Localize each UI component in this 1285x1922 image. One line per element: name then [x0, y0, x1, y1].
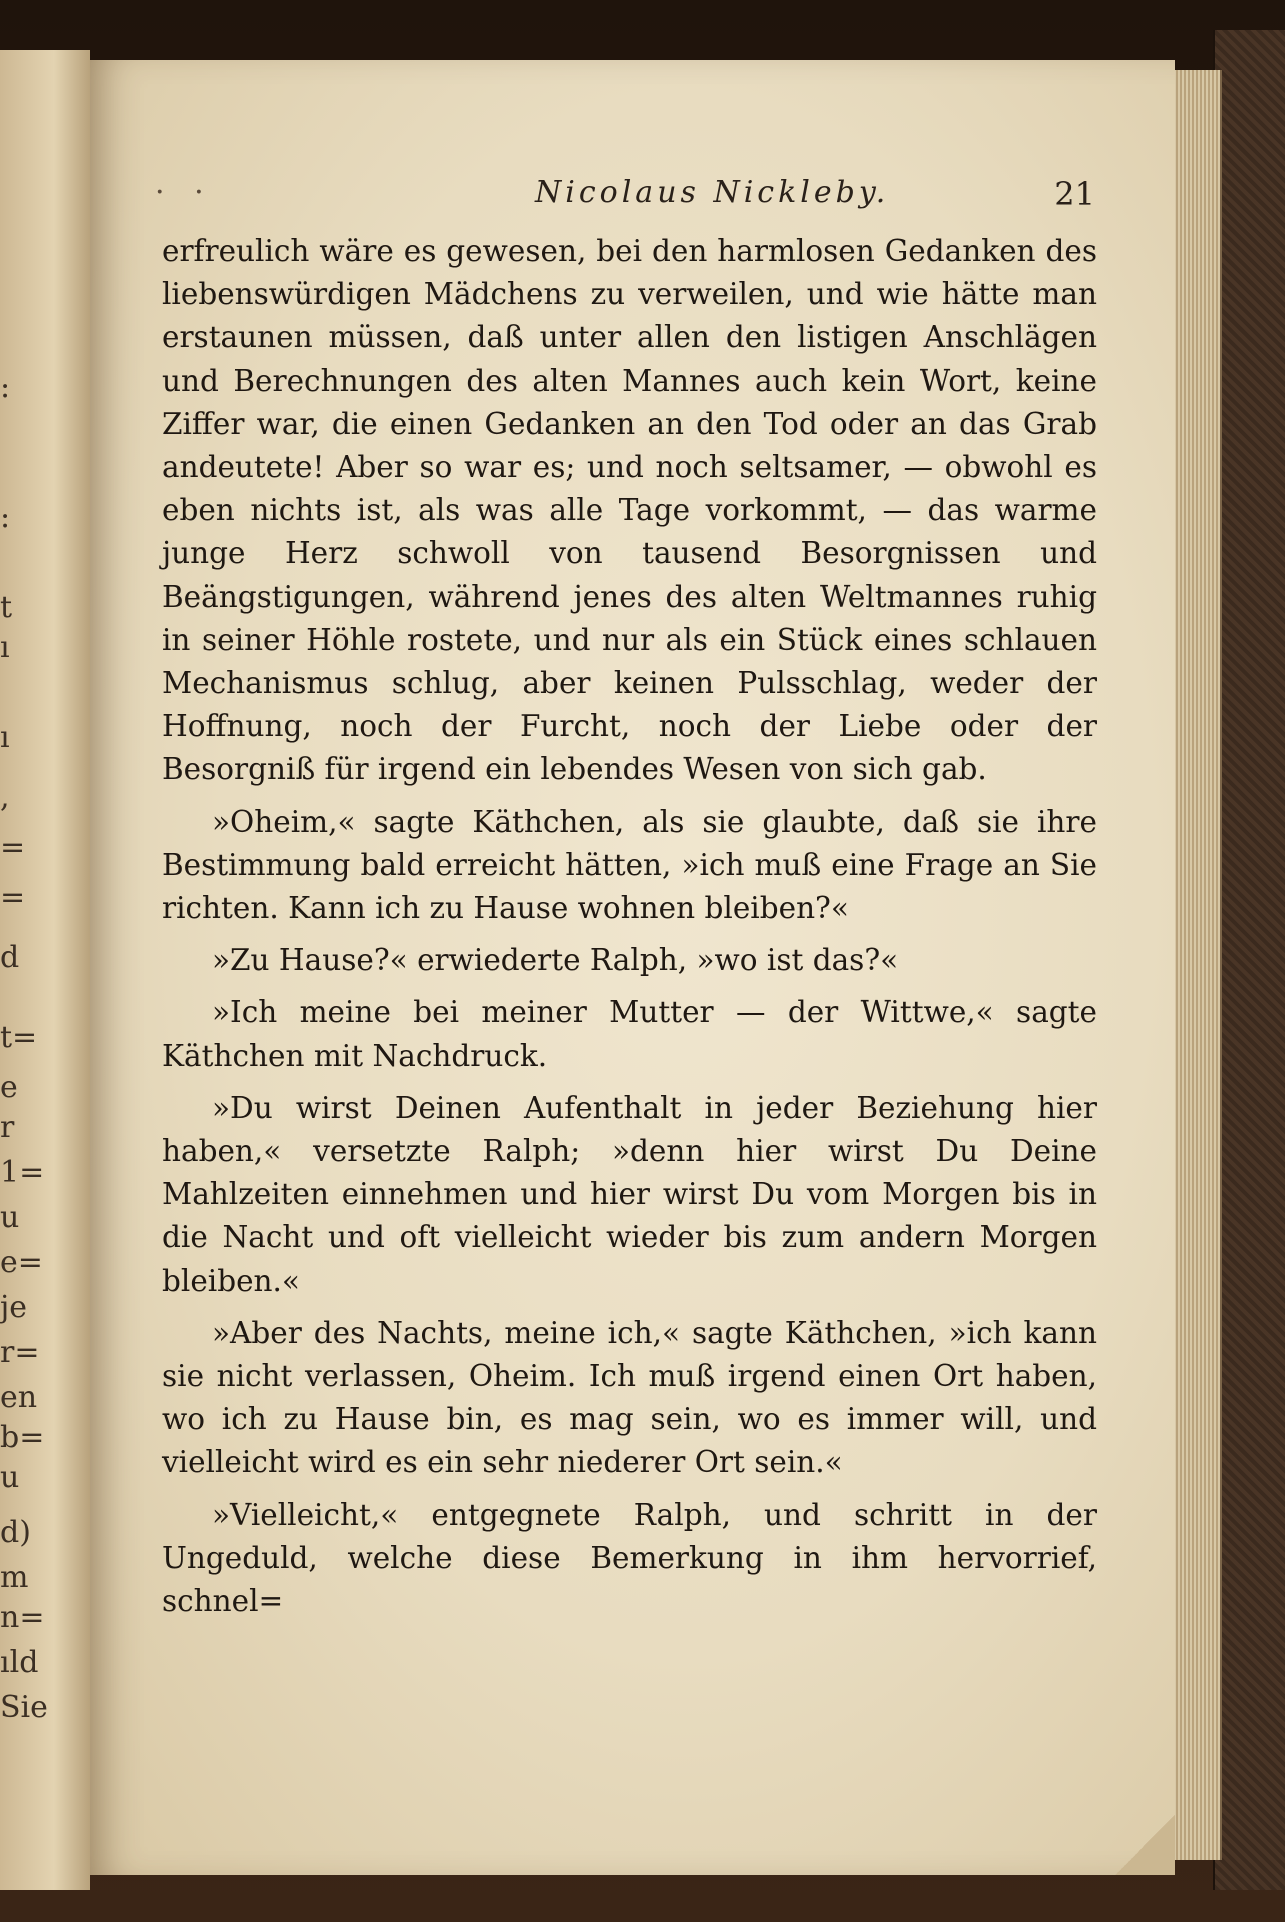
- paragraph: »Du wirst Deinen Aufenthalt in jeder Beziehung hier haben,« versetzte Ralph; »denn hier wirst Du Deine Mahlzeiten einnehmen und hier wirst Du vom Morgen bis in die Nacht und oft vielleicht wieder bis zum andern Morgen bleiben.«: [162, 1090, 1097, 1298]
- left-page-fragment: =: [0, 880, 26, 915]
- paragraph: »Zu Hause?« erwiederte Ralph, »wo ist das?«: [212, 943, 899, 978]
- left-page-fragment: d): [0, 1515, 31, 1550]
- left-page-fragment: 1=: [0, 1155, 45, 1190]
- left-page-fragment: je: [0, 1290, 28, 1325]
- left-page-fragment: r=: [0, 1335, 40, 1370]
- left-page-fragment: r: [0, 1110, 15, 1145]
- left-page-fragment: Sie: [0, 1690, 48, 1725]
- paragraph: »Oheim,« sagte Käthchen, als sie glaubte, daß sie ihre Bestimmung bald erreicht hätten, »ich muß eine Frage an Sie richten. Kann ich zu Hause wohnen bleiben?«: [162, 804, 1097, 926]
- worn-corner: [1115, 1815, 1175, 1875]
- left-page-fragment: u: [0, 1200, 20, 1235]
- left-page-fragment: d: [0, 940, 20, 975]
- page-edges: [1170, 70, 1222, 1860]
- left-page-fragment: t: [0, 590, 13, 625]
- page-body: [162, 230, 1097, 1632]
- left-page-fragment: ı: [0, 630, 10, 665]
- left-page-fragment: ,: [0, 780, 10, 815]
- left-page-fragment: n=: [0, 1600, 45, 1635]
- left-page-fragment: ıld: [0, 1645, 39, 1680]
- left-page-fragment: b=: [0, 1420, 45, 1455]
- left-page-fragment: :: [0, 500, 11, 535]
- header-dots: · ·: [155, 175, 214, 210]
- left-page-fragment: e=: [0, 1245, 43, 1280]
- book-page: [90, 60, 1175, 1875]
- running-title: Nicolaus Nickleby.: [535, 175, 890, 210]
- page-number: 21: [1054, 175, 1095, 213]
- left-page-fragment: e: [0, 1070, 18, 1105]
- paragraph: »Vielleicht,« entgegnete Ralph, und schritt in der Ungeduld, welche diese Bemerkung in ihm hervorrief, schnel=: [162, 1497, 1097, 1619]
- left-page-fragment: t=: [0, 1020, 38, 1055]
- paragraph: »Aber des Nachts, meine ich,« sagte Käthchen, »ich kann sie nicht verlassen, Oheim. Ich muß irgend einen Ort haben, wo ich zu Hause bin, es mag sein, wo es immer will, und vielleicht wird es ein sehr niederer Ort sein.«: [162, 1315, 1097, 1480]
- left-page-fragment: m: [0, 1560, 29, 1595]
- paragraph: erfreulich wäre es gewesen, bei den harmlosen Gedanken des liebenswürdigen Mädchens zu verweilen, und wie hätte man erstaunen müssen, daß unter allen den listigen Anschlägen und Berechnungen des alten Mannes auch kein Wort, keine Ziffer war, die einen Gedanken an den Tod oder an das Grab andeutete! Aber so war es; und noch seltsamer, — obwohl es eben nichts ist, als was alle Tage vorkommt, — das warme junge Herz schwoll von tausend Besorgnissen und Beängstigungen, während jenes des alten Weltmannes ruhig in seiner Höhle rostete, und nur als ein Stück eines schlauen Mechanismus schlug, aber keinen Pulsschlag, weder der Hoffnung, noch der Furcht, noch der Liebe oder der Besorgniß für irgend ein lebendes Wesen von sich gab.: [162, 234, 1097, 787]
- left-page-fragment: :: [0, 370, 11, 405]
- left-page-fragment: ı: [0, 720, 10, 755]
- left-page-fragment: =: [0, 830, 26, 865]
- book-cover-edge: [1213, 30, 1285, 1890]
- paragraph: »Ich meine bei meiner Mutter — der Wittwe,« sagte Käthchen mit Nachdruck.: [162, 995, 1097, 1073]
- left-page-fragment: u: [0, 1460, 20, 1495]
- left-page-remnant: [0, 50, 90, 1890]
- left-page-fragment: en: [0, 1380, 38, 1415]
